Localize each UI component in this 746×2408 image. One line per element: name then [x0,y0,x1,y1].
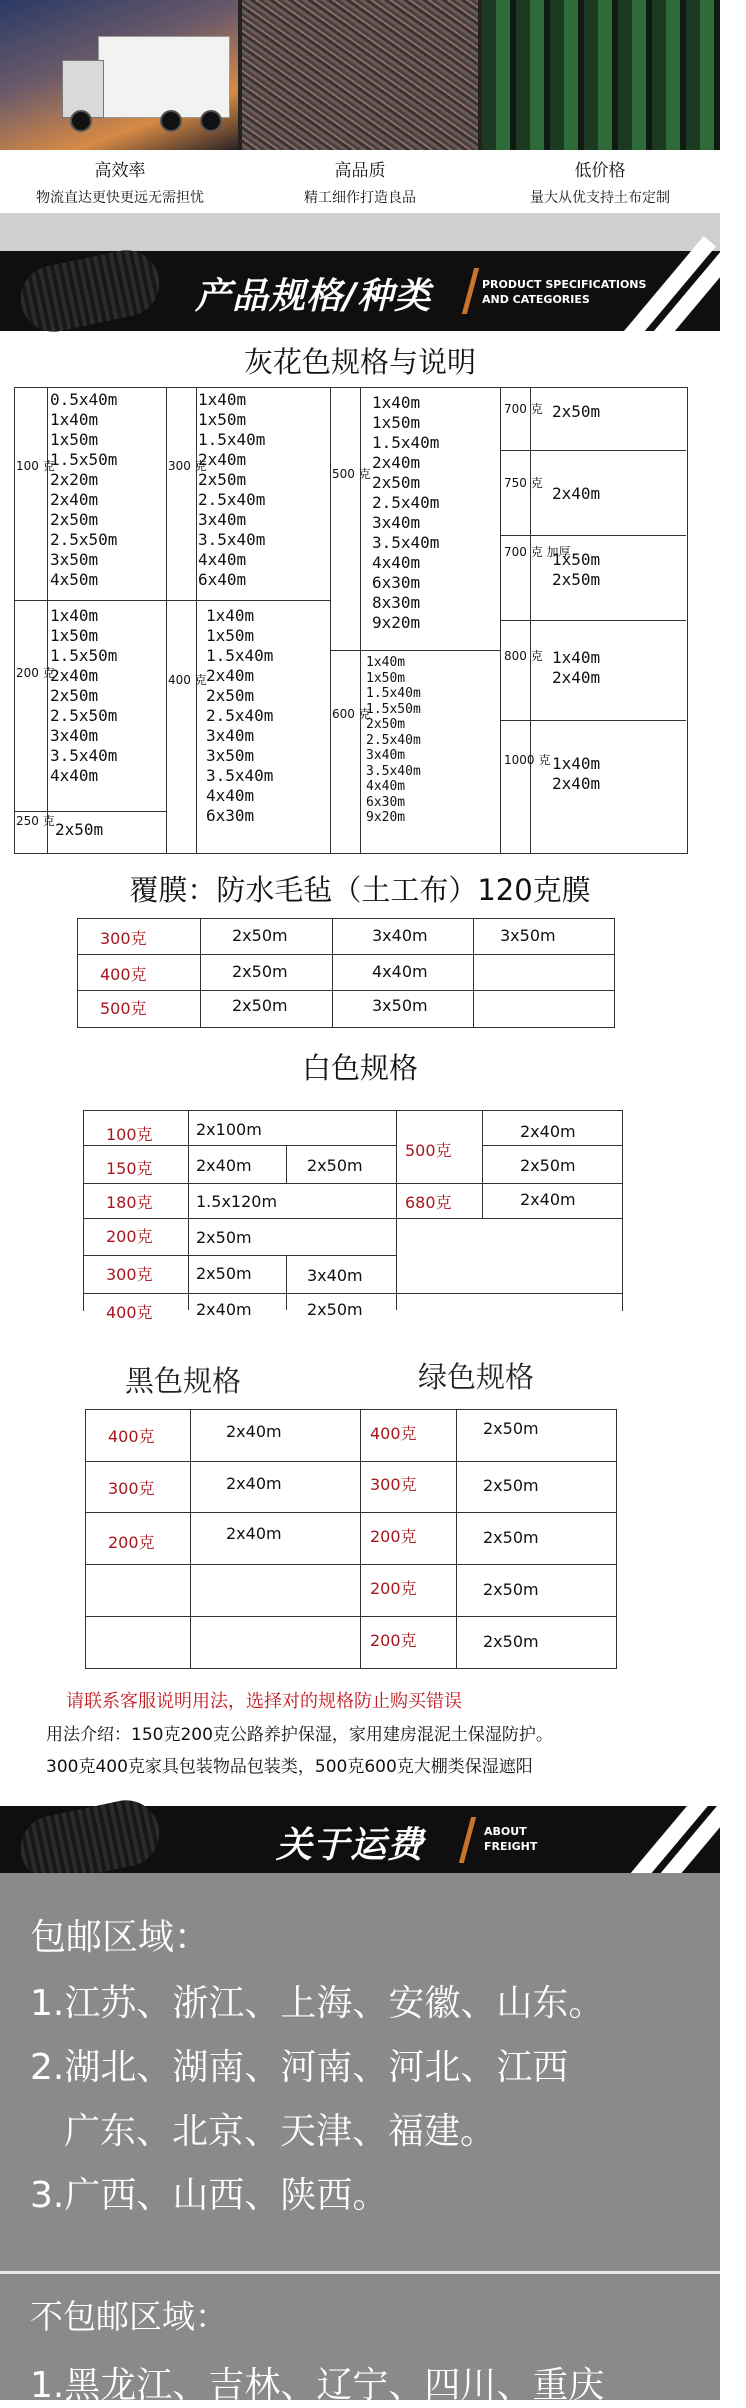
weight-cell: 500克 [405,1141,452,1160]
size-cell: 3x40m [372,926,428,945]
weight-cell: 400克 [370,1424,417,1443]
size-cell: 2x50m [232,926,288,945]
truck-wheel [160,110,182,132]
feature-desc: 量大从优支持土布定制 [530,190,670,206]
size-list: 2x50m [55,820,104,839]
warehouse-rolls-photo [482,0,720,150]
truck-wheel [70,110,92,132]
feature-title: 低价格 [574,161,626,181]
size-list: 1x40m 1x50m 1.5x40m 1.5x50m 2x50m 2.5x40m 3x40m 3.5x40m 4x40m 6x30m 9x20m [366,655,421,825]
felt-texture-photo [242,0,478,150]
usage-note: 300克400克家具包装物品包装类，500克600克大棚类保湿遮阳 [46,1757,533,1777]
feature-desc: 物流直达更快更远无需担忧 [36,190,204,206]
accent-divider [462,268,479,314]
weight-label: 1000 克 [504,753,551,767]
size-cell: 2x50m [483,1476,539,1495]
section-en-subtitle [482,277,646,307]
free-region-line: 3.广西、山西、陕西。 [30,2175,389,2216]
weight-cell: 500克 [100,999,147,1018]
size-cell: 2x100m [196,1120,262,1139]
size-list: 0.5x40m 1x40m 1x50m 1.5x50m 2x20m 2x40m 2x50m 2.5x50m 3x50m 4x50m [50,390,118,589]
size-list: 2x40m [552,484,601,503]
size-list: 1x40m 1x50m 1.5x40m 2x40m 2x50m 2.5x40m 3x40m 3.5x40m 4x40m 6x40m [198,390,266,589]
weight-cell: 200克 [370,1527,417,1546]
size-cell: 3x50m [500,926,556,945]
size-list: 1x40m 1x50m 1.5x50m 2x40m 2x50m 2.5x50m 3x40m 3.5x40m 4x40m [50,606,118,785]
free-region-line: 2.湖北、湖南、河南、河北、江西 [30,2047,569,2088]
weight-label: 100 克 [16,459,55,473]
size-cell: 2x40m [226,1422,282,1441]
weight-cell: 680克 [405,1193,452,1212]
weight-cell: 150克 [106,1159,153,1178]
feature-quality [240,150,480,207]
nonfree-shipping-title: 不包邮区域： [30,2297,228,2336]
feature-title: 高品质 [334,161,386,181]
section-gap [0,213,720,251]
freight-section-header [0,1806,720,1873]
usage-note: 用法介绍：150克200克公路养护保湿，家用建房混泥土保湿防护。 [46,1725,553,1745]
section-en-line: AND CATEGORIES [482,293,590,306]
gray-table-title: 灰花色规格与说明 [243,345,476,379]
size-cell: 2x50m [483,1580,539,1599]
weight-cell: 400克 [106,1303,153,1322]
white-table-cut-row [83,1300,623,1322]
weight-cell: 400克 [100,965,147,984]
weight-label: 600 克 [332,707,371,721]
size-cell: 3x50m [372,996,428,1015]
weight-cell: 180克 [106,1193,153,1212]
warning-note: 请联系客服说明用法，选择对的规格防止购买错误 [66,1691,462,1712]
size-cell: 2x50m [307,1156,363,1175]
size-cell: 1.5x120m [196,1192,278,1211]
feature-desc: 精工细作打造良品 [304,190,416,206]
green-table-title: 绿色规格 [418,1360,535,1394]
weight-label: 750 克 [504,476,543,490]
size-cell: 2x50m [196,1228,252,1247]
size-cell: 4x40m [372,962,428,981]
truck-photo [0,0,238,150]
size-cell: 2x50m [483,1528,539,1547]
size-list: 1x40m 2x40m [552,648,601,687]
weight-cell: 300克 [100,929,147,948]
truck-wheel [200,110,222,132]
size-list: 1x40m 1x50m 1.5x40m 2x40m 2x50m 2.5x40m 3x40m 3.5x40m 4x40m 6x30m 8x30m 9x20m [372,393,440,632]
shipping-divider [0,2271,720,2274]
section-title: 关于运费 [276,1825,425,1866]
weight-label: 300 克 [168,459,207,473]
features-row [0,150,720,210]
accent-divider [459,1817,476,1863]
size-cell: 2x40m [226,1474,282,1493]
weight-cell: 200克 [370,1579,417,1598]
weight-cell: 200克 [106,1227,153,1246]
white-table-title: 白色规格 [301,1051,418,1085]
free-region-line: 广东、北京、天津、福建。 [64,2111,497,2152]
weight-cell: 400克 [108,1427,155,1446]
weight-label: 700 克 [504,402,543,416]
black-table-title: 黑色规格 [125,1364,242,1398]
film-table-title: 覆膜：防水毛毡（土工布）120克膜 [129,873,591,907]
weight-cell: 300克 [108,1479,155,1498]
size-cell: 2x50m [196,1264,252,1283]
size-cell: 2x40m [520,1190,576,1209]
size-cell: 3x40m [307,1266,363,1285]
weight-label: 200 克 [16,666,55,680]
section-en-line: PRODUCT SPECIFICATIONS [482,278,647,291]
weight-cell: 300克 [106,1265,153,1284]
section-en-line: FREIGHT [484,1840,538,1853]
section-title: 产品规格/种类 [195,276,432,317]
weight-label: 500 克 [332,467,371,481]
free-region-line: 1.江苏、浙江、上海、安徽、山东。 [30,1983,605,2024]
weight-cell: 200克 [108,1533,155,1552]
section-en-line: ABOUT [484,1825,527,1838]
felt-roll-icon [15,244,166,338]
size-cell: 2x50m [307,1300,363,1319]
feature-title: 高效率 [94,161,146,181]
size-list: 1x40m 1x50m 1.5x40m 2x40m 2x50m 2.5x40m 3x40m 3x50m 3.5x40m 4x40m 6x30m [206,606,274,825]
size-cell: 2x50m [232,996,288,1015]
size-cell: 2x50m [232,962,288,981]
shipping-panel [0,1873,720,2406]
free-shipping-title: 包邮区域： [30,1917,211,1958]
size-cell: 2x50m [483,1632,539,1651]
specs-section-header [0,251,720,331]
feature-efficiency [0,150,240,207]
size-list: 1x50m 2x50m [552,550,601,589]
size-cell: 2x40m [196,1156,252,1175]
weight-label: 800 克 [504,649,543,663]
weight-label: 700 克 加厚 [504,545,571,559]
truck-trailer [98,36,230,118]
top-photo-banner [0,0,720,150]
weight-cell: 300克 [370,1475,417,1494]
size-cell: 2x50m [520,1156,576,1175]
size-list: 2x50m [552,402,601,421]
size-cell: 2x50m [483,1419,539,1438]
nonfree-region-line: 1.黑龙江、吉林、辽宁、四川、重庆 [30,2365,605,2406]
weight-cell: 100克 [106,1125,153,1144]
size-cell: 2x40m [520,1122,576,1141]
size-list: 1x40m 2x40m [552,754,601,793]
section-en-subtitle [484,1824,537,1854]
weight-cell: 200克 [370,1631,417,1650]
size-cell: 2x40m [226,1524,282,1543]
size-cell: 2x40m [196,1300,252,1319]
weight-label: 400 克 [168,673,207,687]
weight-label: 250 克 [16,814,55,828]
feature-price [480,150,720,207]
